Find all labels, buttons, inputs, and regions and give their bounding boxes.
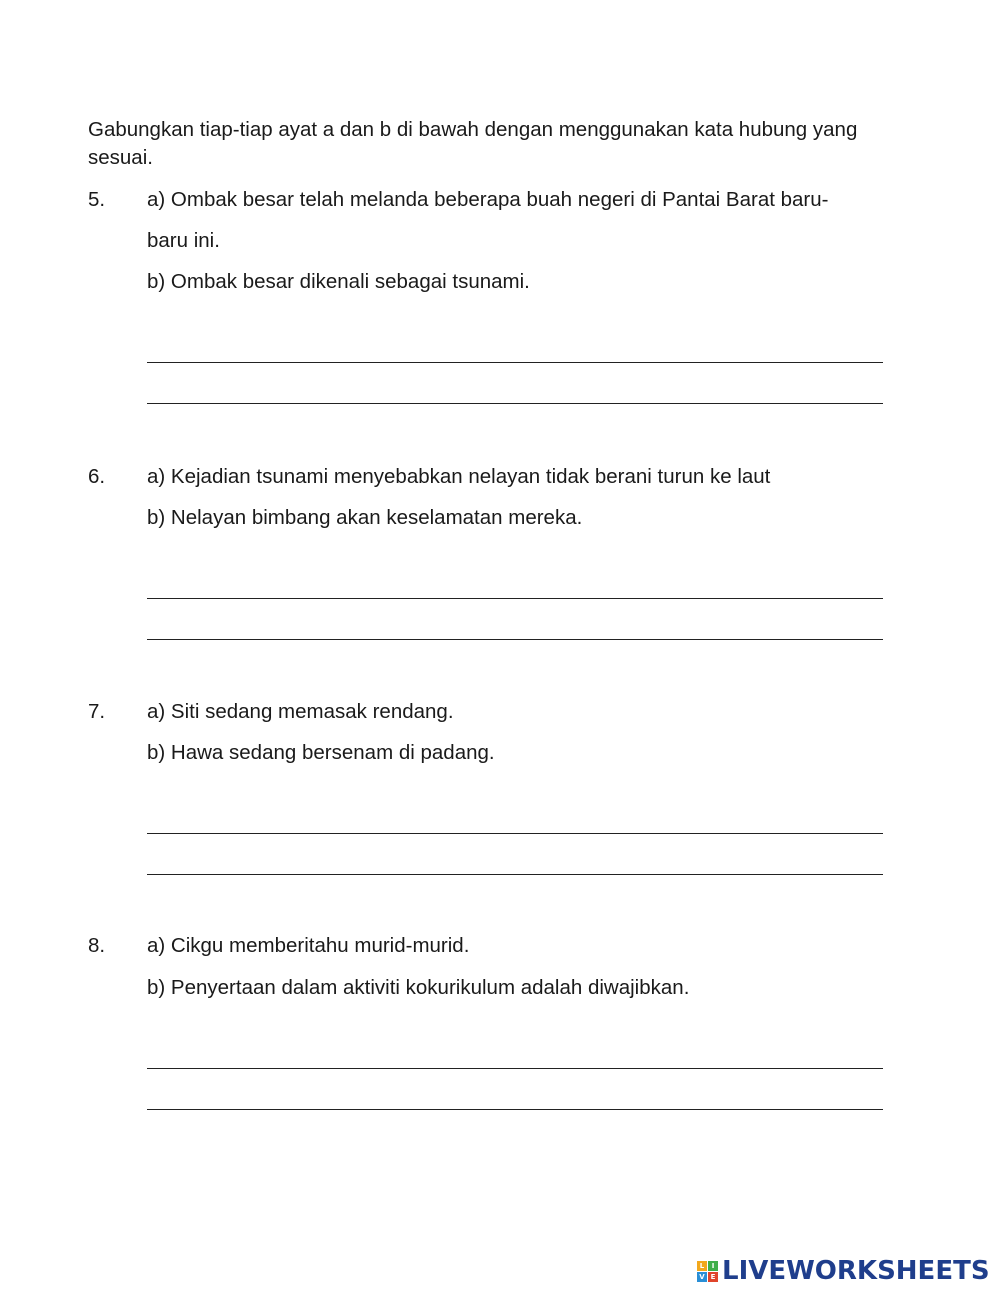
- question-number: 7.: [88, 700, 106, 723]
- question-line-b: b) Nelayan bimbang akan keselamatan mereka.: [147, 506, 583, 529]
- brand-name: LIVEWORKSHEETS: [722, 1256, 990, 1286]
- question-line-a: a) Ombak besar telah melanda beberapa buah negeri di Pantai Barat baru-: [147, 188, 829, 211]
- logo-block: E: [708, 1272, 718, 1282]
- logo-block: L: [697, 1261, 707, 1271]
- question-line-b: b) Hawa sedang bersenam di padang.: [147, 741, 495, 764]
- instruction-text: Gabungkan tiap-tiap ayat a dan b di bawah dengan menggunakan kata hubung yang sesuai.: [88, 118, 858, 169]
- logo-block: I: [708, 1261, 718, 1271]
- answer-line[interactable]: [147, 598, 883, 599]
- liveworksheets-logo: [697, 1256, 990, 1286]
- answer-line[interactable]: [147, 1068, 883, 1069]
- answer-line[interactable]: [147, 639, 883, 640]
- question-line-b: b) Penyertaan dalam aktiviti kokurikulum adalah diwajibkan.: [147, 976, 690, 999]
- question-line-a: a) Kejadian tsunami menyebabkan nelayan tidak berani turun ke laut: [147, 465, 771, 488]
- question-line-b: b) Ombak besar dikenali sebagai tsunami.: [147, 270, 530, 293]
- logo-block: V: [697, 1272, 707, 1282]
- question-line-a: a) Cikgu memberitahu murid-murid.: [147, 934, 470, 957]
- answer-line[interactable]: [147, 362, 883, 363]
- answer-line[interactable]: [147, 1109, 883, 1110]
- question-number: 8.: [88, 934, 106, 957]
- answer-line[interactable]: [147, 403, 883, 404]
- answer-line[interactable]: [147, 874, 883, 875]
- answer-line[interactable]: [147, 833, 883, 834]
- logo-icon: [697, 1261, 718, 1282]
- question-number: 5.: [88, 188, 106, 211]
- question-line-a: a) Siti sedang memasak rendang.: [147, 700, 454, 723]
- question-line-a-cont: baru ini.: [147, 229, 220, 252]
- question-number: 6.: [88, 465, 106, 488]
